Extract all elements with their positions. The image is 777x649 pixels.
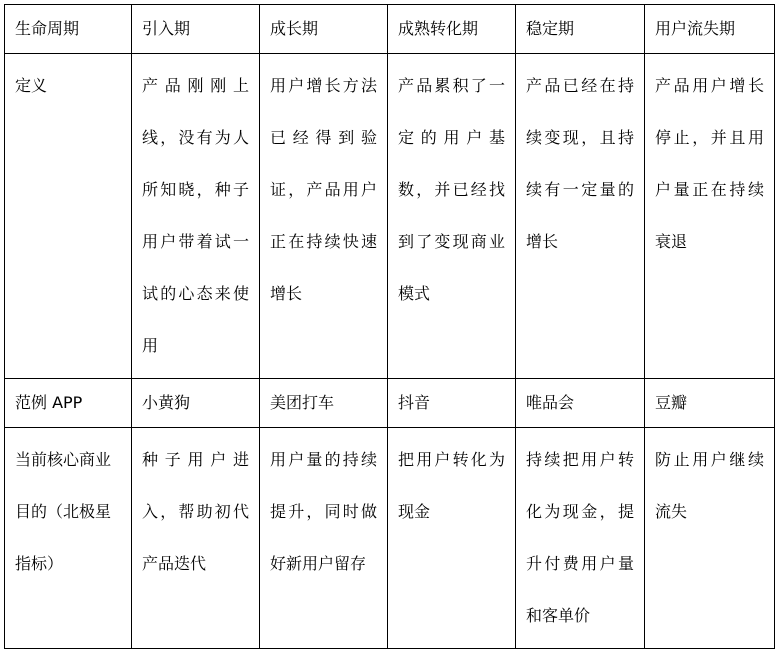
table-row-definition <box>5 54 775 379</box>
table-row-example-app <box>5 379 775 428</box>
definition-cell-introduction: 产品刚刚上线，没有为人所知晓，种子用户带着试一试的心态来使用 <box>132 54 260 379</box>
table-header-row <box>5 5 775 54</box>
header-cell-maturity: 成熟转化期 <box>388 5 516 54</box>
header-cell-churn: 用户流失期 <box>645 5 775 54</box>
header-cell-stable: 稳定期 <box>516 5 645 54</box>
header-cell-growth: 成长期 <box>260 5 388 54</box>
definition-cell-churn: 产品用户增长停止，并且用户量正在持续衰退 <box>645 54 775 379</box>
definition-cell-maturity: 产品累积了一定的用户基数，并已经找到了变现商业模式 <box>388 54 516 379</box>
definition-cell-stable: 产品已经在持续变现，且持续有一定量的增长 <box>516 54 645 379</box>
lifecycle-table <box>4 4 775 649</box>
example-app-stable: 唯品会 <box>516 379 645 428</box>
row-label-core-goal: 当前核心商业目的（北极星指标） <box>5 428 132 649</box>
row-label-definition: 定义 <box>5 54 132 379</box>
goal-cell-stable: 持续把用户转化为现金，提升付费用户量和客单价 <box>516 428 645 649</box>
example-app-introduction: 小黄狗 <box>132 379 260 428</box>
row-label-example-app: 范例 APP <box>5 379 132 428</box>
example-app-maturity: 抖音 <box>388 379 516 428</box>
goal-cell-growth: 用户量的持续提升，同时做好新用户留存 <box>260 428 388 649</box>
goal-cell-churn: 防止用户继续流失 <box>645 428 775 649</box>
definition-cell-growth: 用户增长方法已经得到验证，产品用户正在持续快速增长 <box>260 54 388 379</box>
table-row-core-goal <box>5 428 775 649</box>
goal-cell-introduction: 种子用户进入，帮助初代产品迭代 <box>132 428 260 649</box>
header-cell-lifecycle: 生命周期 <box>5 5 132 54</box>
example-app-churn: 豆瓣 <box>645 379 775 428</box>
goal-cell-maturity: 把用户转化为现金 <box>388 428 516 649</box>
example-app-growth: 美团打车 <box>260 379 388 428</box>
header-cell-introduction: 引入期 <box>132 5 260 54</box>
